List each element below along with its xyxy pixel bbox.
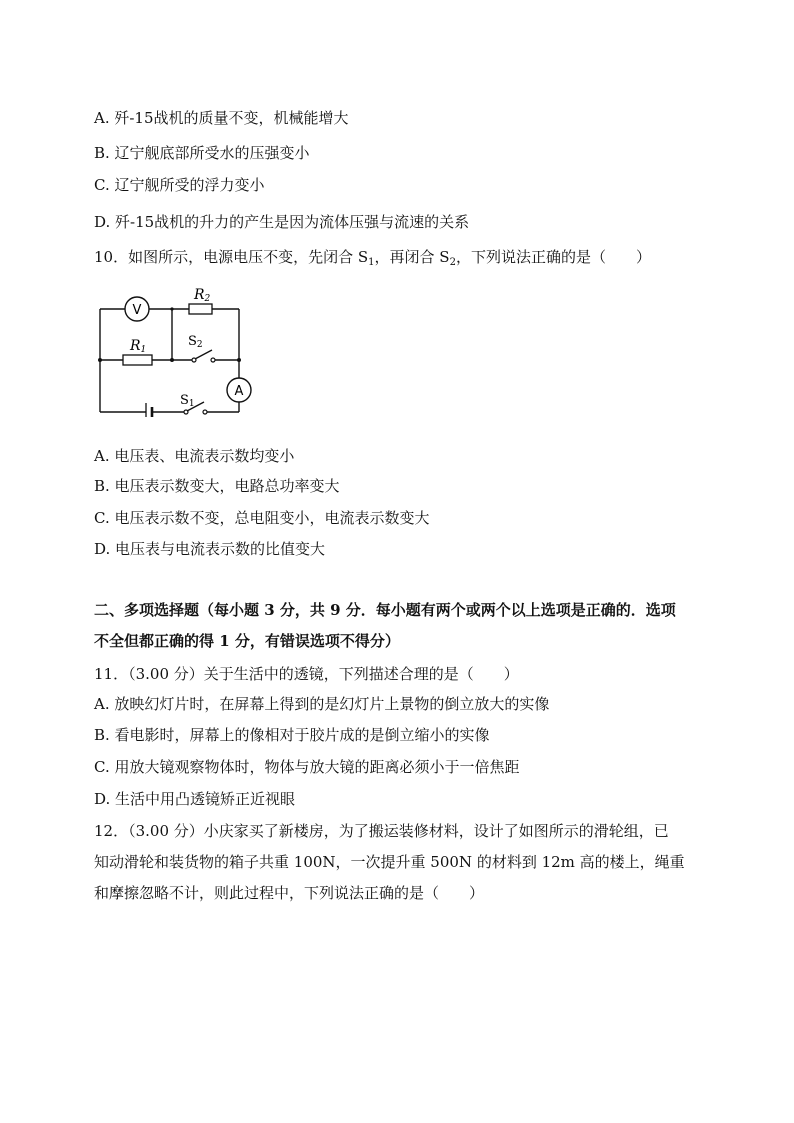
circuit-diagram (94, 287, 254, 417)
q11-option-b: B. 看电影时，屏幕上的像相对于胶片成的是倒立缩小的实像 (94, 726, 490, 744)
switch-s2 (192, 350, 215, 362)
q10-option-d: D. 电压表与电流表示数的比值变大 (94, 540, 326, 558)
q9-option-a: A. 歼-15战机的质量不变，机械能增大 (94, 109, 349, 127)
q9-option-c: C. 辽宁舰所受的浮力变小 (94, 176, 265, 194)
q11-option-a: A. 放映幻灯片时，在屏幕上得到的是幻灯片上景物的倒立放大的实像 (94, 695, 550, 713)
ammeter-label: A (234, 384, 244, 399)
r2-label: R2 (194, 287, 211, 304)
section2-heading-line1: 二、多项选择题（每小题 3 分，共 9 分．每小题有两个或两个以上选项是正确的．选项 (94, 601, 676, 619)
voltmeter-label: V (132, 303, 142, 318)
q10-option-b: B. 电压表示数变大，电路总功率变大 (94, 477, 340, 495)
q9-option-d: D. 歼-15战机的升力的产生是因为流体压强与流速的关系 (94, 213, 470, 231)
q9-option-b: B. 辽宁舰底部所受水的压强变小 (94, 144, 310, 162)
q10-option-c: C. 电压表示数不变，总电阻变小，电流表示数变大 (94, 509, 430, 527)
s2-label: S2 (188, 334, 203, 350)
q12-stem-line1: 12．（3.00 分）小庆家买了新楼房，为了搬运装修材料，设计了如图所示的滑轮组，已 (94, 822, 669, 840)
resistor-r1 (123, 355, 152, 365)
q10-option-a: A. 电压表、电流表示数均变小 (94, 447, 295, 465)
q11-option-d: D. 生活中用凸透镜矫正近视眼 (94, 790, 296, 808)
q11-stem: 11．（3.00 分）关于生活中的透镜，下列描述合理的是（ ） (94, 665, 519, 683)
resistor-r2 (189, 304, 212, 314)
r1-label: R1 (130, 338, 147, 355)
q12-stem-line2: 知动滑轮和装货物的箱子共重 100N，一次提升重 500N 的材料到 12m 高的楼上，绳重 (94, 853, 685, 871)
battery-symbol (146, 403, 152, 417)
s1-label: S1 (180, 393, 195, 409)
q11-option-c: C. 用放大镜观察物体时，物体与放大镜的距离必须小于一倍焦距 (94, 758, 520, 776)
q12-stem-line3: 和摩擦忽略不计，则此过程中，下列说法正确的是（ ） (94, 884, 485, 902)
section2-heading-line2: 不全但都正确的得 1 分，有错误选项不得分） (94, 632, 400, 650)
q10-stem: 10．如图所示，电源电压不变，先闭合 $S_1$，再闭合 $S_2$，下列说法正确的是（ ） (94, 248, 651, 268)
